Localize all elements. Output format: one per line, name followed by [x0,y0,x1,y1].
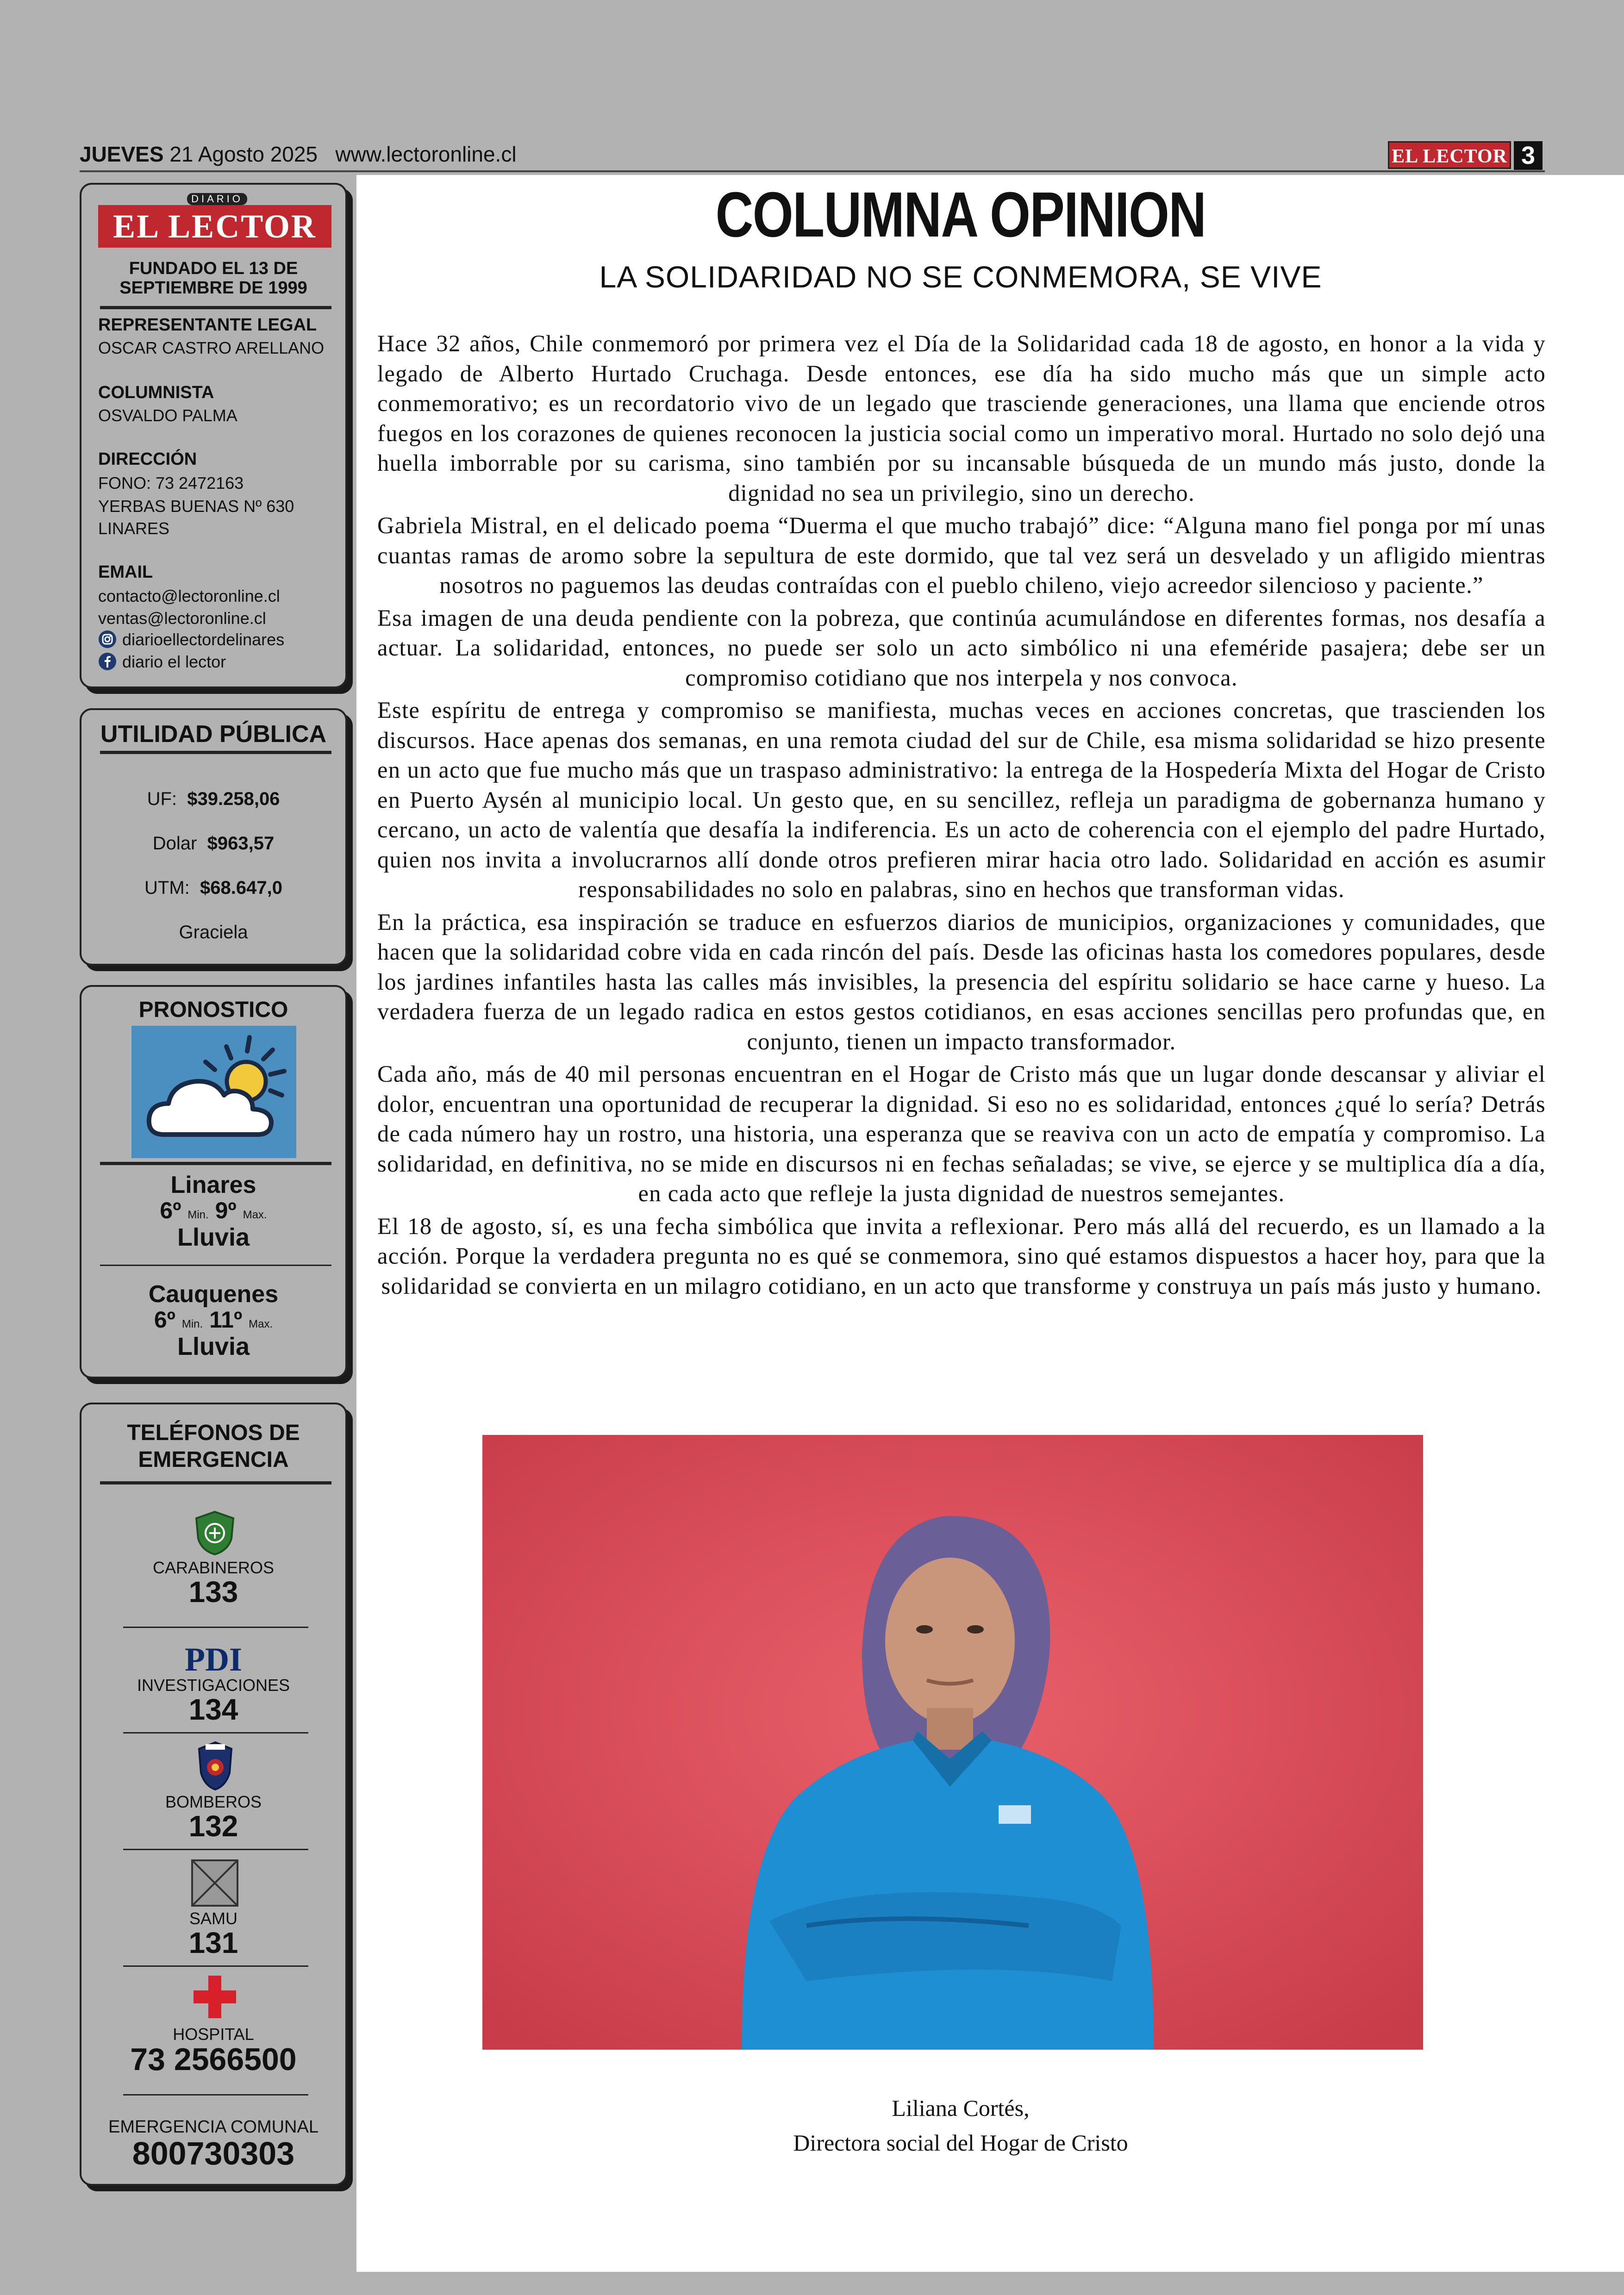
header-rule [80,170,1545,172]
utm-value: $68.647,0 [200,878,282,898]
utility-rule [100,751,331,754]
founded-line1: FUNDADO EL 13 DE [129,259,298,278]
emergency-box [80,1403,347,2186]
header-logo: EL LECTOR [1388,141,1511,169]
carabineros-badge-icon [193,1510,237,1556]
city-name-cauquenes: Cauquenes [148,1281,279,1308]
email-contacto[interactable]: contacto@lectoronline.cl [98,586,280,605]
paragraph: El 18 de agosto, sí, es una fecha simbólica que invita a reflexionar. Pero más allá del recuerdo, es un llamado a la acción. Porque la verdadera pregunta no es qué se conmemora, sino qué estamos dispuestos a hacer hoy, para que la solidaridad se convierta en un milagro cotidiano, en un acto que transforme y construya un país más justo y humano. [377,1213,1546,1299]
temps-linares [81,1197,345,1224]
max-temp: 11º [209,1307,243,1333]
dolar-label: Dolar [152,833,197,854]
min-temp: 6º [160,1197,181,1223]
forecast-rule [100,1162,331,1165]
masthead-logo: EL LECTOR [98,205,331,248]
emergency-rule [100,1481,331,1484]
headline: LA SOLIDARIDAD NO SE CONMEMORA, SE VIVE [599,260,1322,294]
max-label: Max. [249,1318,273,1330]
hospital-label: HOSPITAL [173,2025,254,2044]
paragraph: Hace 32 años, Chile conmemoró por primera vez el Día de la Solidaridad cada 18 de agosto, en honor a la vida y legado de Alberto Hurtado Cruchaga. Desde entonces, ese día ha sido mucho más que un simple acto conmemorativo; es un recordatorio vivo de un legado que trasciende generaciones, una llama que enciende otros fuegos en los corazones de quienes reconocen la justicia social como un imperativo moral. Hurtado no solo dejó una huella imborrable por su carisma, sino también por su incansable búsqueda de un mundo más justo, donde la dignidad no sea un privilegio, sino un derecho. [377,331,1546,506]
article-body [377,329,1546,1303]
section-title: COLUMNA OPINION [715,179,1206,250]
emergency-divider [123,1849,308,1850]
pdi-label: INVESTIGACIONES [137,1676,290,1695]
city-name-linares: Linares [170,1172,256,1198]
issue-date-text: 21 Agosto 2025 [169,142,318,166]
paragraph: Esa imagen de una deuda pendiente con la pobreza, que continúa acumulándose en diferentes formas, nos desafía a actuar. La solidaridad, entonces, no puede ser solo un acto simbólico ni una efeméride pasajera; debe ser un compromiso cotidiano que nos interpela y nos convoca. [377,605,1546,691]
dolar-row [81,833,345,854]
forecast-title: PRONOSTICO [138,998,288,1022]
founded-line2: SEPTIEMBRE DE 1999 [119,278,307,298]
condition-cauquenes: Lluvia [177,1333,250,1360]
facebook-icon[interactable] [98,652,117,671]
temps-cauquenes [81,1306,345,1333]
instagram-icon[interactable] [98,630,117,649]
utility-box [80,708,347,966]
comunal-label: EMERGENCIA COMUNAL [108,2117,319,2137]
paragraph: Gabriela Mistral, en el delicado poema “Duerma el que mucho trabajó” dice: “Alguna mano fiel ponga por mí unas cuantas ramas de aromo sobre la sepultura de este dormido, que tal vez será un desvelado y un afligido mientras nosotros no paguemos las deudas contraídas con el pueblo chileno, viejo acreedor silencioso y paciente.” [377,512,1546,598]
utm-label: UTM: [144,878,190,898]
utm-row [81,878,345,898]
condition-linares: Lluvia [177,1223,250,1251]
instagram-handle[interactable]: diarioellectordelinares [122,630,285,649]
uf-value: $39.258,06 [187,789,280,809]
bomberos-label: BOMBEROS [165,1792,262,1811]
legal-label: REPRESENTANTE LEGAL [98,315,317,335]
emergency-divider [123,1732,308,1734]
utility-extra: Graciela [179,922,248,942]
issue-date [80,142,517,167]
email-label: EMAIL [98,562,153,582]
bomberos-number[interactable]: 132 [188,1809,238,1843]
email-ventas[interactable]: ventas@lectoronline.cl [98,609,266,628]
masthead-rule [100,306,331,309]
author-title: Directora social del Hogar de Cristo [793,2130,1128,2156]
address-label: DIRECCIÓN [98,449,197,469]
masthead-box [80,183,347,688]
comunal-number[interactable]: 800730303 [132,2135,295,2171]
pdi-icon: PDI [185,1641,242,1678]
min-temp: 6º [154,1307,175,1333]
carabineros-label: CARABINEROS [152,1558,275,1577]
samu-icon [191,1859,239,1907]
hospital-number[interactable]: 73 2566500 [130,2042,297,2077]
emergency-divider [123,1965,308,1967]
phone: FONO: 73 2472163 [98,474,244,493]
carabineros-number[interactable]: 133 [188,1575,238,1609]
emergency-divider [123,1627,308,1628]
columnist-name: OSVALDO PALMA [98,406,237,425]
uf-row [81,789,345,810]
utility-title: UTILIDAD PÚBLICA [100,721,327,748]
forecast-divider [100,1265,331,1266]
paragraph: Este espíritu de entrega y compromiso se manifiesta, muchas veces en acciones concretas, que trascienden los discursos. Hace apenas dos semanas, en una remota ciudad del sur de Chile, esa misma solidaridad se hizo presente en un acto que fue mucho más que un traspaso administrativo: la entrega de la Hospedería Mixta del Hogar de Cristo en Puerto Aysén al municipio local. Un gesto que, en su sencillez, refleja un paradigma de gobernanza humano y cercano, un acto de valentía que desafía la indiferencia. Es un acto de coherencia con el ejemplo del padre Hurtado, quien nos invita a involucrarnos allí donde otros prefieren mirar hacia otro lado. Solidaridad en acción es asumir responsabilidades no solo en palabras, sino en hechos que transforman vidas. [377,697,1546,902]
page-number: 3 [1514,141,1543,170]
legal-name: OSCAR CASTRO ARELLANO [98,338,325,357]
cloud-sun-icon [131,1026,296,1158]
emergency-title-1: TELÉFONOS DE [127,1421,300,1445]
forecast-box [80,985,347,1378]
max-temp: 9º [215,1197,237,1223]
max-label: Max. [243,1209,267,1221]
logo-diario: DIARIO [187,193,247,205]
issue-day: JUEVES [80,142,164,166]
author-name: Liliana Cortés, [892,2095,1030,2121]
dolar-value: $963,57 [207,833,275,854]
pdi-number[interactable]: 134 [188,1693,238,1726]
emergency-title-2: EMERGENCIA [138,1447,289,1472]
red-cross-icon [192,1974,238,2020]
samu-number[interactable]: 131 [188,1926,238,1959]
website-link[interactable]: www.lectoronline.cl [335,142,517,166]
paragraph: Cada año, más de 40 mil personas encuentran en el Hogar de Cristo más que un lugar donde descansar y aliviar el dolor, encuentran una oportunidad de recuperar la dignidad. Si eso no es solidaridad, entonces ¿qué lo sería? Detrás de cada número hay un rostro, una historia, una esperanza que se reaviva con un acto de empatía y compromiso. La solidaridad, en definitiva, no se mide en discursos ni en fechas señaladas; se vive, se ejerce y se multiplica día a día, en cada acto que refleje la justa dignidad de nuestros semejantes. [377,1061,1546,1206]
facebook-handle[interactable]: diario el lector [122,652,226,671]
emergency-divider [123,2094,308,2095]
paragraph: En la práctica, esa inspiración se traduce en esfuerzos diarios de municipios, organizaciones y comunidades, que hacen que la solidaridad cobre vida en cada rincón del país. Desde las oficinas hasta los comedores populares, desde los jardines infantiles hasta las calles más invisibles, la presencia del espíritu solidario se hace carne y hueso. La verdadera fuerza de un legado radica en estos gestos cotidianos, en esas acciones sencillas pero profundas que, en conjunto, tienen un impacto transformador. [377,909,1546,1054]
uf-label: UF: [147,789,177,809]
min-label: Min. [187,1209,209,1221]
city: LINARES [98,519,170,538]
bomberos-badge-icon [196,1740,234,1791]
min-label: Min. [181,1318,203,1330]
samu-label: SAMU [189,1909,237,1928]
columnist-label: COLUMNISTA [98,383,214,402]
street: YERBAS BUENAS Nº 630 [98,497,294,516]
author-photo [482,1435,1423,2050]
